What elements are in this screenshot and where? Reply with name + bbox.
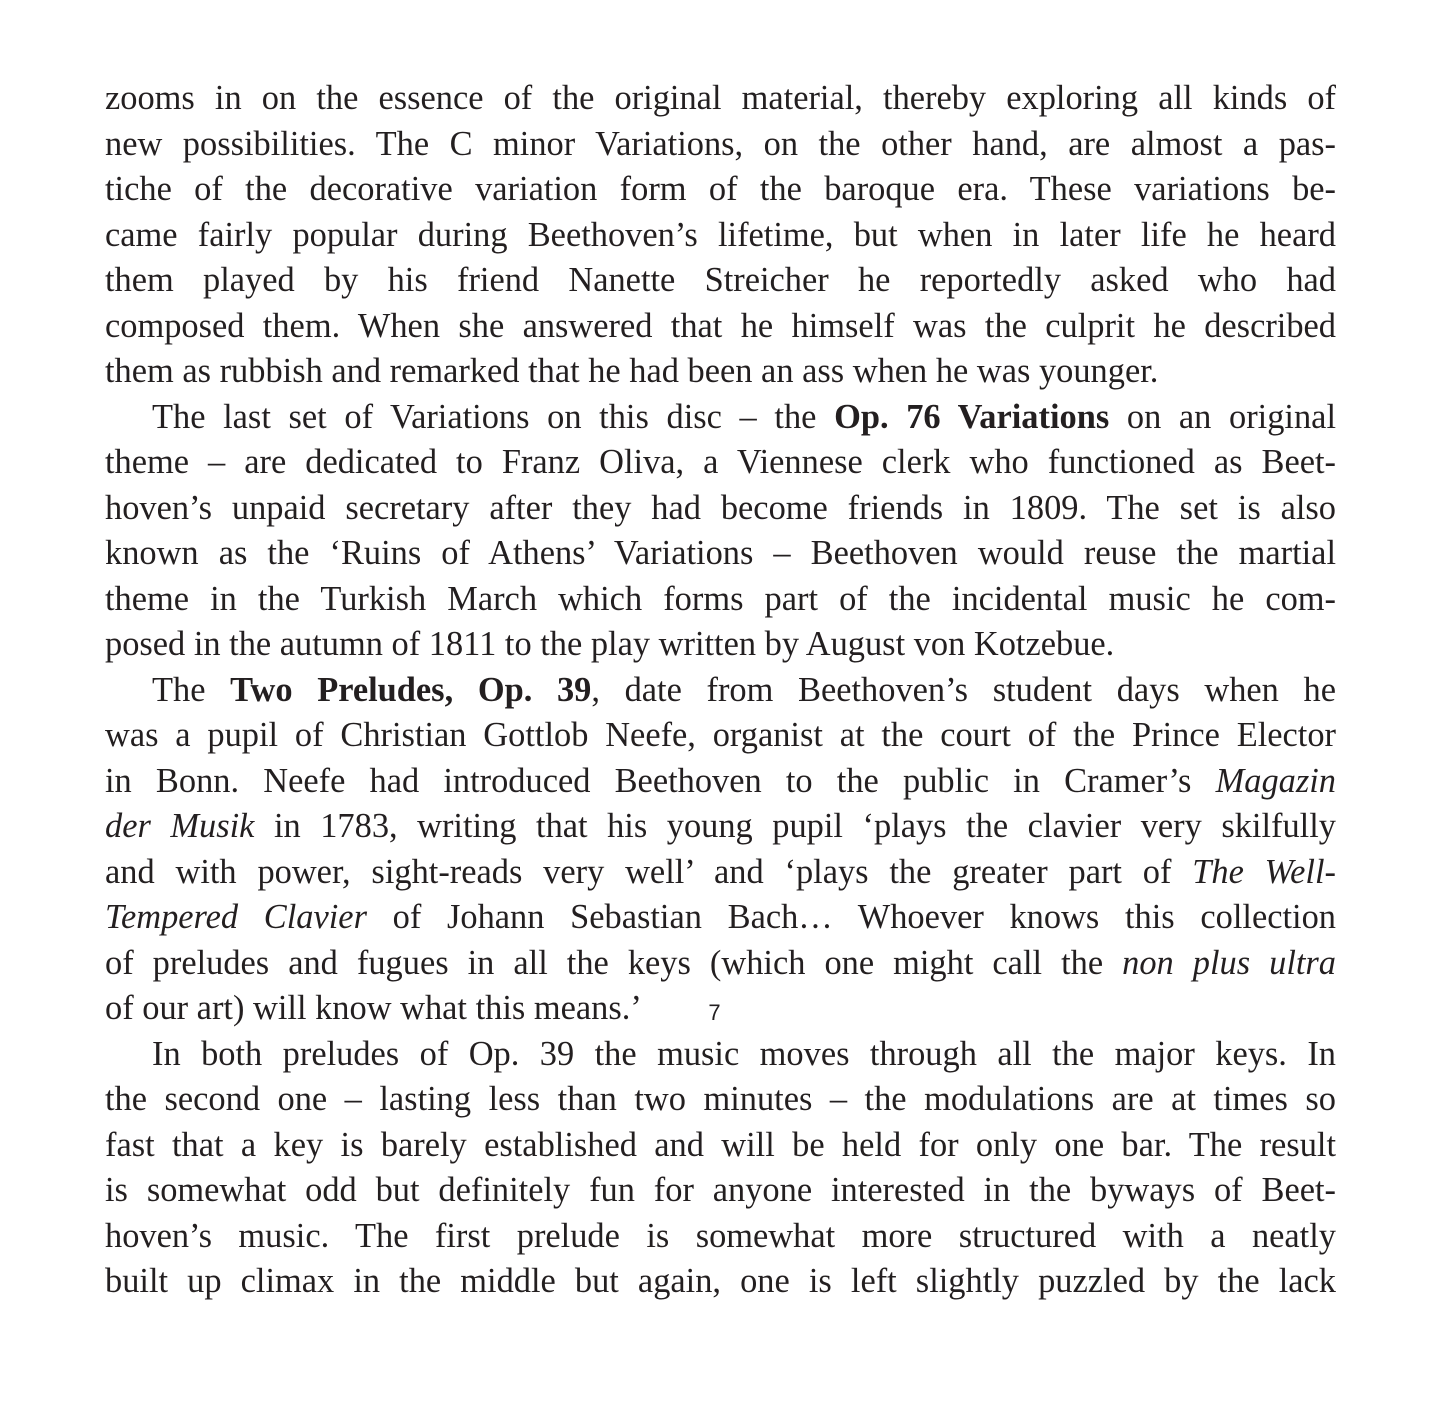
text-line <box>105 622 1336 668</box>
italic-text: Magazin <box>1215 761 1336 800</box>
text-line <box>105 122 1336 168</box>
text-segment: in 1783, writing that his young pupil ‘plays the clavier very skilfully <box>254 807 1336 845</box>
page-number: 7 <box>708 1000 721 1025</box>
text-line <box>105 759 1336 805</box>
text-segment: came fairly popular during Beethoven’s lifetime, but when in later life he heard <box>105 215 1336 254</box>
text-line <box>105 258 1336 304</box>
text-segment: In both preludes of Op. 39 the music moves through all the major keys. In <box>152 1034 1336 1073</box>
text-segment: built up climax in the middle but again, one is left slightly puzzled by the lack <box>105 1262 1336 1300</box>
text-line <box>105 1168 1336 1214</box>
paragraph <box>105 395 1336 668</box>
text-line <box>105 668 1336 714</box>
text-line <box>105 395 1336 441</box>
italic-text: non plus ultra <box>1122 943 1336 982</box>
text-line <box>105 1214 1336 1260</box>
text-segment: composed them. When she answered that he himself was the culprit he described <box>105 306 1336 345</box>
text-segment: hoven’s unpaid secretary after they had become friends in 1809. The set is also <box>105 488 1336 527</box>
text-line <box>105 1032 1336 1078</box>
paragraph <box>105 668 1336 1032</box>
text-segment: the second one – lasting less than two minutes – the modulations are at times so <box>105 1080 1336 1118</box>
bold-text: Two Preludes, Op. 39 <box>230 670 592 709</box>
text-segment: of Johann Sebastian Bach… Whoever knows this collection <box>366 898 1336 936</box>
text-line <box>105 713 1336 759</box>
text-segment: of our art) will know what this means.’ <box>105 989 642 1027</box>
text-line <box>105 349 1336 395</box>
text-segment: was a pupil of Christian Gottlob Neefe, organist at the court of the Prince Elector <box>105 716 1336 754</box>
text-line <box>105 1077 1336 1123</box>
text-segment: and with power, sight-reads very well’ and ‘plays the greater part of <box>105 852 1193 891</box>
text-segment: The <box>152 670 231 709</box>
text-segment: on an original <box>1109 397 1336 436</box>
text-segment: tiche of the decorative variation form of the baroque era. These variations be- <box>105 170 1336 208</box>
text-line <box>105 895 1336 941</box>
italic-text: Tempered Clavier <box>105 898 367 936</box>
text-line <box>105 440 1336 486</box>
text-segment: in Bonn. Neefe had introduced Beethoven to the public in Cramer’s <box>105 761 1216 800</box>
text-segment: zooms in on the essence of the original material, thereby exploring all kinds of <box>105 79 1336 117</box>
text-segment: of preludes and fugues in all the keys (which one might call the <box>105 943 1123 982</box>
text-segment: them as rubbish and remarked that he had been an ass when he was younger. <box>105 352 1159 390</box>
text-segment: hoven’s music. The first prelude is somewhat more structured with a neatly <box>105 1216 1336 1255</box>
text-line <box>105 304 1336 350</box>
text-line <box>105 76 1336 122</box>
text-line <box>105 1123 1336 1169</box>
text-line <box>105 1259 1336 1305</box>
text-line <box>105 531 1336 577</box>
text-segment: them played by his friend Nanette Streicher he reportedly asked who had <box>105 261 1336 299</box>
text-segment: theme – are dedicated to Franz Oliva, a Viennese clerk who functioned as Beet- <box>105 443 1336 481</box>
text-line <box>105 486 1336 532</box>
text-line <box>105 213 1336 259</box>
italic-text: The Well- <box>1192 852 1336 891</box>
paragraph <box>105 1032 1336 1305</box>
text-line <box>105 577 1336 623</box>
text-segment: fast that a key is barely established and will be held for only one bar. The result <box>105 1125 1336 1164</box>
text-segment: known as the ‘Ruins of Athens’ Variations – Beethoven would reuse the martial <box>105 534 1336 572</box>
text-segment: theme in the Turkish March which forms part of the incidental music he com- <box>105 579 1336 618</box>
italic-text: der Musik <box>105 807 255 845</box>
text-segment: , date from Beethoven’s student days when he <box>591 670 1336 709</box>
text-segment: posed in the autumn of 1811 to the play written by August von Kotzebue. <box>105 625 1115 663</box>
text-line <box>105 850 1336 896</box>
text-line <box>105 167 1336 213</box>
text-segment: The last set of Variations on this disc – the <box>152 397 835 436</box>
text-line <box>105 941 1336 987</box>
text-line <box>105 804 1336 850</box>
text-segment: is somewhat odd but definitely fun for anyone interested in the byways of Beet- <box>105 1171 1336 1209</box>
body-text <box>105 76 1336 1305</box>
text-segment: new possibilities. The C minor Variations, on the other hand, are almost a pas- <box>105 124 1336 163</box>
paragraph <box>105 76 1336 395</box>
bold-text: Op. 76 Variations <box>834 397 1110 436</box>
